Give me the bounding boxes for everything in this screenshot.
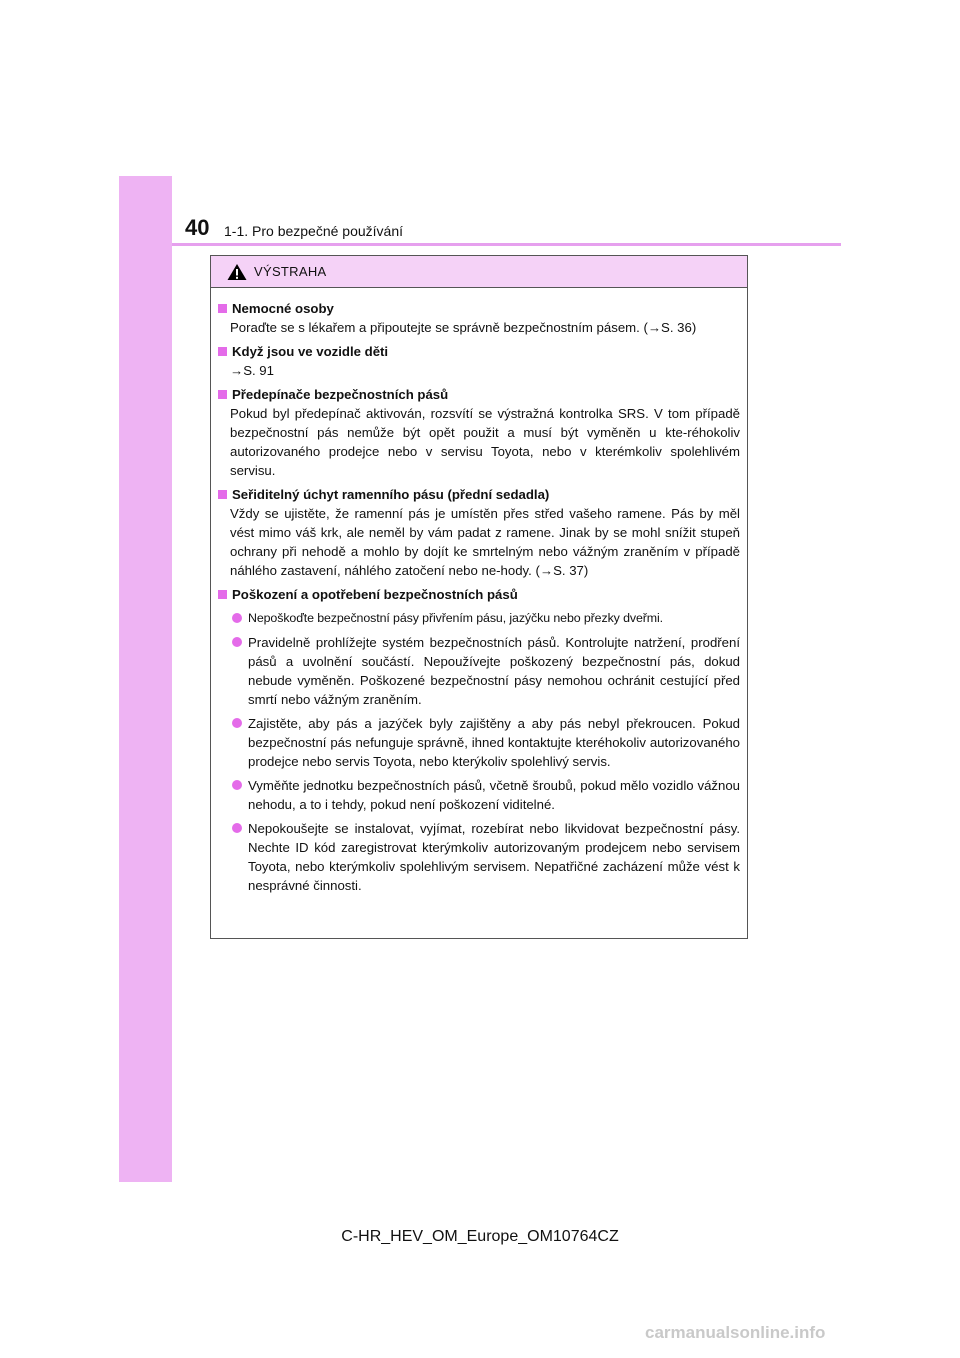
square-bullet-icon [218,390,227,399]
item-heading-shoulder-anchor [218,485,740,504]
warning-triangle-icon [227,263,247,281]
item-heading-pretensioners [218,385,740,404]
item-heading-text: Seřiditelný úchyt ramenního pásu (přední sedadla) [232,487,550,502]
section-title: 1-1. Pro bezpečné používání [224,223,404,239]
square-bullet-icon [218,490,227,499]
round-bullet-icon [232,823,242,833]
item-text: Vždy se ujistěte, že ramenní pás je umístěn přes střed vašeho ramene. Pás by měl vést mimo váš krk, ale neměl by vám padat z ramene. Jinak by se mohl snížit stupeň ochrany při nehodě a mohlo by dojít ke smrtelným nebo vážným zraněním v případě náhlého zastavení, náhlého zatočení nebo ne-hody. (→S. 37) [230,506,740,578]
bullet-text: Vyměňte jednotku bezpečnostních pásů, včetně šroubů, pokud mělo vozidlo vážnou nehodu, a to i tehdy, pokud není poškození viditelné. [248,778,740,812]
item-text: Pokud byl předepínač aktivován, rozsvítí se výstražná kontrolka SRS. V tom případě bezpečnostní pás nemůže být opět použit a musí být vyměněn u kte-réhokoliv autorizovaného prodejce nebo v servisu Toyota, nebo v kterémkoliv spolehlivém servisu. [230,406,740,478]
warning-body [211,288,747,895]
item-text: →S. 91 [230,363,274,378]
round-bullet-icon [232,637,242,647]
header-rule [172,243,841,246]
page-number: 40 [185,215,210,240]
round-bullet-icon [232,613,242,623]
item-heading-damage-wear [218,585,740,604]
bullet-text: Zajistěte, aby pás a jazýček byly zajištěny a aby pás nebyl překroucen. Pokud bezpečnostní pás nefunguje správně, ihned kontaktujte kteréhokoliv autorizovaného prodejce nebo servis Toyota, nebo kterýkoliv spolehlivý servis. [248,716,740,769]
item-heading-text: Nemocné osoby [232,301,334,316]
round-bullet-icon [232,718,242,728]
document-code: C-HR_HEV_OM_Europe_OM10764CZ [341,1228,619,1245]
list-item [218,633,740,709]
square-bullet-icon [218,304,227,313]
bullet-text: Pravidelně prohlížejte systém bezpečnostních pásů. Kontrolujte natržení, prodření pásů a uvolnění součástí. Nepoužívejte poškozený bezpečnostní pás, dokud nebude vyměněn. Poškozené bezpečnostní pásy nemohou ochránit cestující před smrtí nebo vážným zraněním. [248,635,740,707]
list-item [218,609,740,628]
item-heading-sick-persons [218,299,740,318]
watermark: carmanualsonline.info [645,1323,826,1342]
bullet-text: Nepokoušejte se instalovat, vyjímat, rozebírat nebo likvidovat bezpečnostní pásy. Nechte ID kód zaregistrovat kterýmkoliv autorizovaným prodejcem nebo servisem Toyota, nebo kterýmkoliv spolehlivým servisem. Nepatřičné zacházení může vést k nesprávné činnosti. [248,821,740,893]
round-bullet-icon [232,780,242,790]
warning-box [210,255,748,939]
bullet-text: Nepoškoďte bezpečnostní pásy přivřením pásu, jazýčku nebo přezky dveřmi. [248,611,664,625]
list-item [218,819,740,895]
list-item [218,776,740,814]
item-text: Poraďte se s lékařem a připoutejte se správně bezpečnostním pásem. (→S. 36) [230,320,697,335]
list-item [218,714,740,771]
item-heading-text: Poškození a opotřebení bezpečnostních pásů [232,587,518,602]
warning-header [211,256,747,288]
item-heading-children [218,342,740,361]
item-heading-text: Předepínače bezpečnostních pásů [232,387,449,402]
item-heading-text: Když jsou ve vozidle děti [232,344,389,359]
warning-title: VÝSTRAHA [254,264,327,279]
sidebar-color-tab [119,176,172,1182]
square-bullet-icon [218,590,227,599]
square-bullet-icon [218,347,227,356]
